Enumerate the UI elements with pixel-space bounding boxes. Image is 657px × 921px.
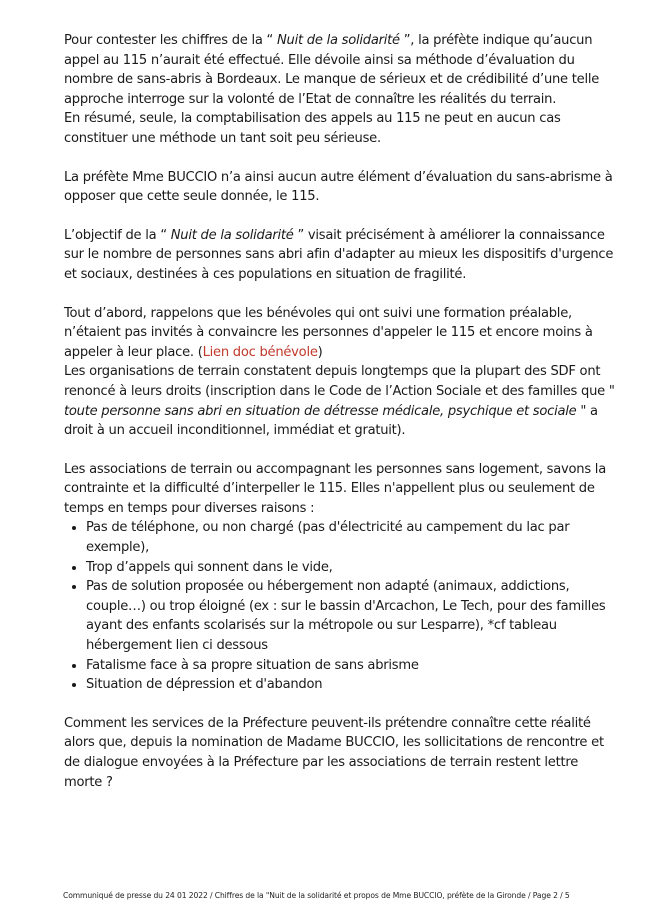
paragraph-objectif: L’objectif de la “ Nuit de la solidarité ” visait précisément à améliorer la connaissance sur le nombre de personnes sans abri afin d'adapter au mieux les dispositifs d'urgence et sociaux, destinées à ces populations en situation de fragilité. bbox=[64, 227, 614, 282]
spacer bbox=[64, 207, 617, 226]
spacer bbox=[64, 149, 617, 168]
paragraph-resume: En résumé, seule, la comptabilisation des appels au 115 ne peut en aucun cas constituer une méthode un tant soit peu sérieuse. bbox=[64, 111, 561, 146]
list-item: • Situation de dépression et d'abandon bbox=[86, 675, 617, 695]
page-footer: Communiqué de presse du 24 01 2022 / Chiffres de la "Nuit de la solidarité et propos de Mme BUCCIO, préfète de la Gironde / Page 2 / 5 bbox=[63, 891, 570, 900]
document-body bbox=[64, 31, 617, 792]
paragraph-prefecture-question: Comment les services de la Préfecture peuvent-ils prétendre connaître cette réalité alors que, depuis la nomination de Madame BUCCIO, les sollicitations de rencontre et de dialogue envoyées à la Préfecture par les associations de terrain restent lettre morte ? bbox=[64, 715, 604, 790]
list-item: • Fatalisme face à sa propre situation de sans abrisme bbox=[86, 656, 617, 676]
emphasis-quote-code: toute personne sans abri en situation de détresse médicale, psychique et sociale bbox=[64, 403, 577, 419]
spacer bbox=[64, 695, 617, 714]
list-item: • Pas de solution proposée ou hébergement non adapté (animaux, addictions, couple…) ou trop éloigné (ex : sur le bassin d'Arcachon, Le Tech, pour des familles ayant des enfants scolarisés sur la métropole ou sur Lesparre), *cf tableau hébergement lien ci dessous bbox=[86, 577, 617, 655]
spacer bbox=[64, 285, 617, 304]
emphasis-nuit-solidarite: Nuit de la solidarité bbox=[170, 227, 294, 243]
emphasis-nuit-solidarite: Nuit de la solidarité bbox=[277, 33, 400, 48]
benevole-doc-link[interactable]: Lien doc bénévole bbox=[202, 344, 318, 360]
paragraph-benevoles: Tout d’abord, rappelons que les bénévoles qui ont suivi une formation préalable, n’étaient pas invités à convaincre les personnes d'appeler le 115 et encore moins à appeler à leur place. (Lien doc bénévole) bbox=[64, 305, 593, 360]
paragraph-associations: Les associations de terrain ou accompagnant les personnes sans logement, savons la contrainte et la difficulté d’interpeller le 115. Elles n'appellent plus ou seulement de temps en temps pour diverses raisons : bbox=[64, 461, 606, 516]
spacer bbox=[64, 441, 617, 460]
paragraph-prefete-buccio: La préfète Mme BUCCIO n’a ainsi aucun autre élément d’évaluation du sans-abrisme à opposer que cette seule donnée, le 115. bbox=[64, 169, 613, 205]
list-item: • Trop d’appels qui sonnent dans le vide, bbox=[86, 558, 617, 578]
paragraph-organisations-sdf: Les organisations de terrain constatent depuis longtemps que la plupart des SDF ont renoncé à leurs droits (inscription dans le Code de l’Action Sociale et des familles que " toute personne sans abri en situation de détresse médicale, psychique et sociale " a droit à un accueil inconditionnel, immédiat et gratuit). bbox=[64, 364, 615, 439]
list-item: • Pas de téléphone, ou non chargé (pas d'électricité au campement du lac par exemple), bbox=[86, 518, 617, 557]
reasons-list bbox=[64, 518, 617, 694]
paragraph-nuit-solidarite-contest: Pour contester les chiffres de la “ Nuit de la solidarité ”, la préfète indique qu’aucun appel au 115 n’aurait été effectué. Elle dévoile ainsi sa méthode d’évaluation du nombre de sans-abris à Bordeaux. Le manque de sérieux et de crédibilité d’une telle approche interroge sur la volonté de l’Etat de connaître les réalités du terrain. bbox=[64, 33, 600, 107]
